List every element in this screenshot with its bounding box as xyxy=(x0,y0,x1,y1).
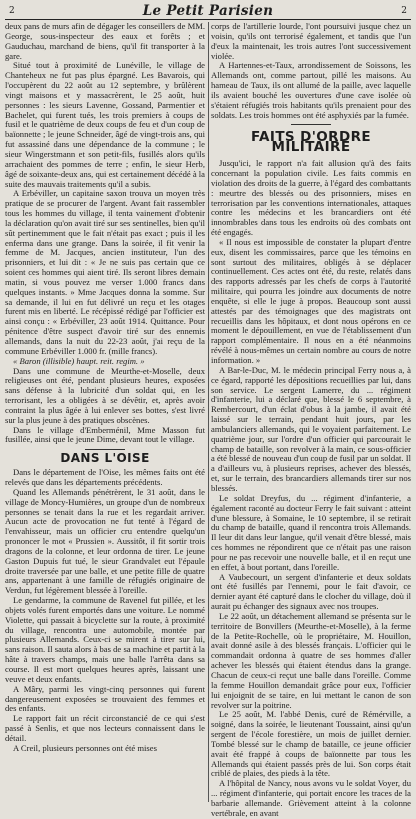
paragraph: Le gendarme, la commune de Ravenel fut pillée, et les objets volés furent emportés dans une voiture. Le nommé Violette, qui passait à bicyclette sur la route, à proximité du village, rencontra une automobile, montée par plusieurs Allemands. Ceux-ci se mirent à tirer sur lui, sans raison. Il sauta alors à bas de sa machine et partit à la hâte à travers champs, mais une balle l'arrêta dans sa course. Il est mort quelques heures après, laissant une veuve et deux enfants. xyxy=(5,595,205,684)
paragraph: Le 22 août, un détachement allemand se présenta sur le territoire de Bonvillers (Meurthe-et-Moselle), à la ferme de la Petite-Rochelle, où le propriétaire, M. Houillon, avait donné asile à des blessés français. L'officier qui le commandait ordonna à quatre de ses hommes d'aller achever les blessés qui étaient étendus dans la grange. Chacun de ceux-ci reçut une balle dans l'oreille. Comme la femme Houillon demandait grâce pour eux, l'officier lui enjoignit de se taire, en lui mettant le canon de son revolver sur la poitrine. xyxy=(211,610,411,710)
paragraph: Jusqu'ici, le rapport n'a fait allusion qu'à des faits concernant la population civile. Les faits commis en violation des droits de la guerre, à l'égard des combattants : meurtre des blessés ou des prisonniers, mises en terrorisation par les conventions internationales, attaques contre les médecins et les brancardiers ont été innombrables dans tous les endroits où des combats ont été engagés. xyxy=(211,158,411,238)
paragraph: corps de l'artillerie lourde, l'ont poursuivi jusque chez un voisin, qu'ils ont terrorisé également, et tandis que l'un d'eux la maintenait, les trois autres l'ont successivement violée. xyxy=(211,21,411,61)
paragraph: A l'hôpital de Nancy, nous avons vu le soldat Voyer, du ... régiment d'infanterie, qui portait encore les traces de la barbarie allemande. Grièvement atteint à la colonne vertébrale, en avant xyxy=(211,778,411,818)
column-left xyxy=(5,22,205,802)
masthead xyxy=(5,2,411,20)
paragraph-signature: « Baron (illisible) haupt. reit. regim. » xyxy=(13,355,145,366)
paragraph: Situé tout à proximité de Lunéville, le village de Chanteheux ne fut pas plus épargné. Les Bavarois, qui l'occupèrent du 22 août au 12 septembre, y brûlèrent vingt maisons et y massacrèrent, le 25 août, huit personnes : les sieurs Lavenne, Gossand, Parmentier et Bachelet, qui furent tués, les trois premiers à coups de fusil et le quatrième de deux coups de feu et d'un coup de baïonnette ; le jeune Schneider, âgé de vingt-trois ans, qui fut assassiné dans une dépendance de la commune ; le sieur Wingerstmann et son petit-fils, fusillés alors qu'ils arrachaient des pommes de terre ; enfin, le sieur Herb, âgé de soixante-deux ans, qui est certainement décédé à la suite des mauvais traitements qu'il a subis. xyxy=(5,60,205,189)
paragraph: Le 25 août, M. l'abbé Denis, curé de Rémérville, a soigné, dans la soirée, le lieutenant Toussaint, ainsi qu'un sergent de l'école forestière, un mois de juillet dernier. Tombé blessé sur le champ de bataille, ce jeune officier avait été frappé à coups de baïonnette par tous les Allemands qui étaient passés près de lui. Son corps était criblé de plaies, des pieds à la tête. xyxy=(211,709,411,779)
paragraph: Le soldat Dreyfus, du ... régiment d'infanterie, a également raconté au docteur Ferry le fait suivant : atteint d'une blessure, à Somaine, le 10 septembre, il se retirait du champ de bataille, quand il rencontra trois Allemands. Il leur dit dans leur langue, qu'il venait d'être blessé, mais ces hommes ne répondirent que ce n'était pas une raison pour ne pas recevoir une nouvelle balle, et il en reçut une en effet, à bout portant, dans l'oreille. xyxy=(211,492,411,572)
section-divider xyxy=(291,124,331,125)
folio-right: 2 xyxy=(401,5,407,16)
headline-faits-militaires: FAITS D'ORDRE MILITAIRE xyxy=(250,129,371,156)
paragraph: A Creil, plusieurs personnes ont été mises xyxy=(13,742,157,753)
paragraph: A Vaubecourt, un sergent d'infanterie et deux soldats ont été fusillés par l'ennemi, pour le fait d'avoir, ce dernier ayant été capturé dans le clocher du village, doù il aurait pu échanger des signaux avec nos troupes. xyxy=(211,571,411,612)
column-right xyxy=(211,21,411,818)
section-divider xyxy=(85,449,125,450)
columns xyxy=(5,21,411,818)
paragraph: « Il nous est impossible de constater la plupart d'entre eux, disent les commissaires, parce que les témoins en sont surtout des militaires, obligés à se déplacer continuellement. Ces actes ont été, du reste, relatés dans des rapports adressés par les chefs de corps à l'autorité militaire, qui pourra les joindre aux documents de notre enquête, si elle le juge à propos. Beaucoup sont aussi attestés par des témoignages que des magistrats ont recueillis dans les hôpitaux, et dont nous opérons en ce moment le dépouillement, en vue de l'établissement d'un rapport complémentaire. Il nous en a été néanmoins révélé à nous-mêmes un certain nombre au cours de notre information. » xyxy=(211,236,411,365)
paragraph: Le rapport fait un récit circonstancié de ce qui s'est passé à Senlis, et que nos lecteurs connaissent dans le détail. xyxy=(5,713,205,743)
newspaper-title: Le Petit Parisien xyxy=(142,2,274,19)
paragraph: Dans le département de l'Oise, les mêmes faits ont été relevés que dans les départements précédents. xyxy=(5,467,205,487)
column-rule xyxy=(208,22,209,802)
paragraph: deux pans de murs afin de dégager les conseillers de MM. George, sous-inspecteur des eaux et forêts ; et Gauduchau, marchand de biens, qu'il fit transporter à la gare. xyxy=(5,21,205,61)
paragraph: Dans le village d'Emberménil, Mme Masson fut fusillée, ainsi que le jeune Dime, devant tout le village. xyxy=(5,424,205,445)
folio-left: 2 xyxy=(9,5,15,16)
paragraph: Dans une commune de Meurthe-et-Moselle, deux religieuses ont été, pendant plusieurs heures, exposées sans défense à la lubricité d'un soldat qui, en les terrorisant, les a obligées à se dévêtir, et, après avoir contraint la plus âgée à lui enlever ses bottes, s'est livré sur la plus jeune à des pratiques obscènes. xyxy=(5,365,205,425)
paragraph: Quand les Allemands pénétrèrent, le 31 août, dans le village de Moncy-Humières, un groupe d'un de nombreux personnes se tenait dans la rue et les regardait arriver. Aucun acte de provocation ne fut tenté à l'égard de l'envahisseur, mais un officier cru entendre quelqu'un prononcer le mot « Prussien ». Aussitôt, il fit sortir trois dragons de la colonne, et leur ordonna de tirer. Le jeune Gaston Dupuis fut tué, le sieur Grandvalet eut l'épaule droite traversée par une balle, et une petite fille de quatre ans, appartenant à une famille de réfugiés originaire de Verdun, fut légèrement blessée à l'oreille. xyxy=(5,486,205,596)
paragraph: A Hartennes-et-Taux, arrondissement de Soissons, les Allemands ont, comme partout, pillé les maisons. Au hameau de Taux, ils ont allumé de la paille, avec laquelle ils avaient bouché les ouvertures d'une cave isolée où s'étaient réfugiés trois habitants qu'ils prenaient pour des soldats. Les trois hommes ont été asphyxiés par la fumée. xyxy=(211,60,411,120)
paragraph: A Mâry, parmi les vingt-cinq personnes qui furent dangereusement exposées se trouvaient des femmes et des enfants. xyxy=(5,683,205,714)
paragraph: A Erbéviller, un capitaine saxon trouva un moyen très pratique de se procurer de l'argent. Avant fait rassembler tous les hommes du village, il tenta vainement d'obtenir la déclaration qu'on avait tiré sur ses sentinelles, bien qu'il sût pertinemment que le fait n'était pas exact ; puis il les enferma dans une grange. Dans la soirée, il fit venir la femme de M. Jacques, ancien instituteur, l'un des prisonniers, et lui dit : « Je ne suis pas certain que ce soient ces hommes qui aient tiré. Ils seront libres demain matin, si vous pouvez me verser 1.000 francs dans quelques instants. » Mme Jacques donna la somme. Sur sa demande, il lui en fut délivré un reçu et les otages furent mis en liberté. Le récépissé rédigé par l'officier est ainsi conçu : « Erbéviller, 23 août 1914. Quittance. Pour pénitence d'être suspect d'avoir tiré sur des ennemis allemands, dans la nuit du 22-23 août, j'ai reçu de la commune Erbéviller 1.000 fr. (mille francs). xyxy=(5,188,205,356)
headline-oise: DANS L'OISE xyxy=(60,451,150,466)
paragraph: A Bar-le-Duc, M. le médecin principal Ferry nous a, à ce égard, rapporté les dépositions recueillies par lui, dans son service. Le sergent Lamerre, du ... régiment d'infanterie, lui a déclaré que, blessé le 6 septembre, à Rembercourt, d'un éclat d'obus à la jambe, il avait été laissé sur le terrain, pendant huit jours, par les ambulanciers allemands, qui le voyaient parfaitement. Le quatrième jour, sur l'ordre d'un officier qui parcourait le champ de bataille, son revolver à la main, ce sous-officier a été blessé de nouveau d'un coup de fusil par un soldat. Il a d'ailleurs vu, à plusieurs reprises, achever des blessés, et, sur le terrain, des brancardiers allemands tirer sur nos blessés. xyxy=(211,364,411,493)
